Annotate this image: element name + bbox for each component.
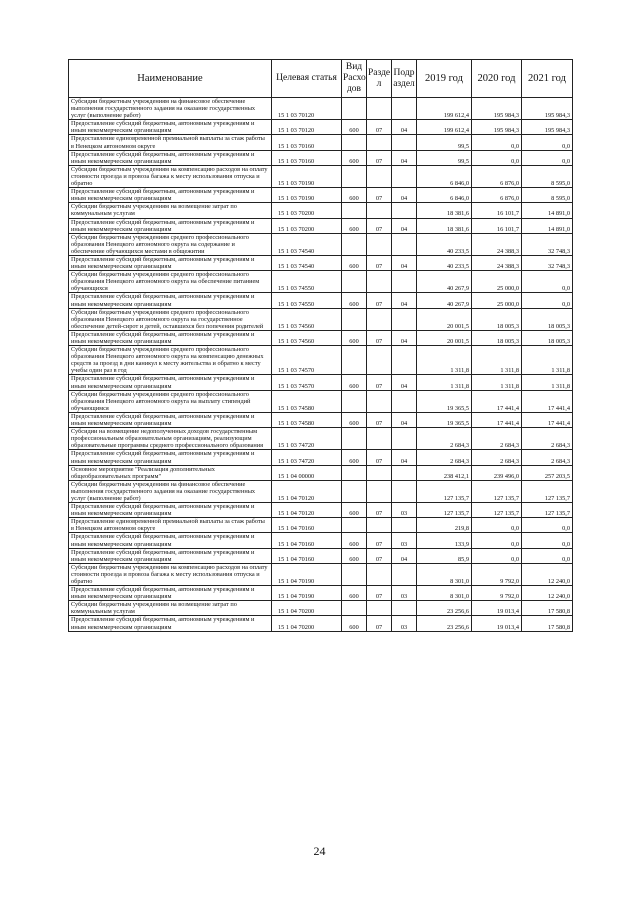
cell-2020: 24 388,3: [472, 255, 522, 270]
cell-2021: 17 441,4: [522, 390, 573, 412]
cell-2020: 24 388,3: [472, 233, 522, 255]
cell-expense-kind: [342, 480, 367, 502]
table-row: [69, 120, 573, 135]
cell-name: Предоставление субсидий бюджетным, автономным учреждениям и иным некоммерческим организациям: [69, 218, 272, 233]
cell-2021: 127 135,7: [522, 503, 573, 518]
cell-2020: 19 013,4: [472, 601, 522, 616]
cell-2020: 6 876,0: [472, 188, 522, 203]
cell-2019: 18 381,6: [417, 203, 472, 218]
table-row: [69, 480, 573, 502]
cell-section: 07: [367, 548, 392, 563]
cell-2019: 2 684,3: [417, 428, 472, 450]
cell-expense-kind: [342, 518, 367, 533]
cell-2020: 195 984,3: [472, 120, 522, 135]
cell-target-article: 15 1 03 74550: [272, 293, 342, 308]
cell-2020: 0,0: [472, 518, 522, 533]
cell-name: Субсидии бюджетным учреждениям среднего профессионального образования Ненецкого автономного округа на содержание и обеспечение обучающихся местами в общежитии: [69, 233, 272, 255]
cell-expense-kind: [342, 390, 367, 412]
table-row: [69, 450, 573, 465]
cell-subsection: 03: [392, 616, 417, 631]
cell-expense-kind: 600: [342, 255, 367, 270]
table-row: [69, 218, 573, 233]
cell-2019: 23 256,6: [417, 616, 472, 631]
cell-target-article: 15 1 04 70200: [272, 601, 342, 616]
table-row: [69, 503, 573, 518]
cell-target-article: 15 1 03 70160: [272, 135, 342, 150]
cell-name: Предоставление субсидий бюджетным, автономным учреждениям и иным некоммерческим организациям: [69, 616, 272, 631]
cell-2021: 257 203,5: [522, 465, 573, 480]
cell-expense-kind: 600: [342, 412, 367, 427]
header-section: Разде л: [367, 60, 392, 98]
cell-target-article: 15 1 03 74570: [272, 375, 342, 390]
cell-2021: 8 595,0: [522, 165, 573, 187]
cell-section: [367, 346, 392, 375]
table-row: [69, 412, 573, 427]
cell-2020: 127 135,7: [472, 503, 522, 518]
cell-2019: 40 267,9: [417, 293, 472, 308]
cell-2021: 8 595,0: [522, 188, 573, 203]
cell-section: 07: [367, 218, 392, 233]
cell-2019: 238 412,1: [417, 465, 472, 480]
cell-expense-kind: [342, 601, 367, 616]
cell-section: [367, 465, 392, 480]
cell-2020: 18 005,3: [472, 330, 522, 345]
cell-target-article: 15 1 03 70190: [272, 165, 342, 187]
table-row: [69, 203, 573, 218]
cell-subsection: [392, 480, 417, 502]
cell-subsection: 04: [392, 412, 417, 427]
cell-section: [367, 165, 392, 187]
cell-2019: 40 267,9: [417, 271, 472, 293]
cell-2020: 195 984,3: [472, 98, 522, 120]
cell-target-article: 15 1 04 70160: [272, 548, 342, 563]
cell-name: Субсидии бюджетным учреждениям на компенсацию расходов на оплату стоимости проезда и провоза багажа к месту использования отпуска и обратно: [69, 563, 272, 585]
cell-2019: 133,9: [417, 533, 472, 548]
header-target-article: Целевая статья: [272, 60, 342, 98]
cell-expense-kind: 600: [342, 616, 367, 631]
cell-2020: 16 101,7: [472, 218, 522, 233]
cell-expense-kind: [342, 465, 367, 480]
cell-subsection: [392, 233, 417, 255]
cell-2019: 1 311,8: [417, 346, 472, 375]
cell-2021: 127 135,7: [522, 480, 573, 502]
header-subsection: Подр аздел: [392, 60, 417, 98]
cell-expense-kind: 600: [342, 150, 367, 165]
cell-2020: 25 000,0: [472, 271, 522, 293]
cell-subsection: [392, 465, 417, 480]
table-row: [69, 188, 573, 203]
cell-subsection: 04: [392, 293, 417, 308]
cell-name: Предоставление единовременной премиальной выплаты за стаж работы в Ненецком автономном округе: [69, 135, 272, 150]
cell-2020: 19 013,4: [472, 616, 522, 631]
cell-section: [367, 480, 392, 502]
cell-2019: 8 301,0: [417, 563, 472, 585]
cell-subsection: [392, 98, 417, 120]
cell-subsection: [392, 601, 417, 616]
table-row: [69, 150, 573, 165]
cell-section: 07: [367, 255, 392, 270]
cell-target-article: 15 1 03 70200: [272, 218, 342, 233]
cell-subsection: [392, 203, 417, 218]
cell-2020: 1 311,8: [472, 375, 522, 390]
cell-2021: 195 984,3: [522, 120, 573, 135]
cell-expense-kind: 600: [342, 375, 367, 390]
cell-expense-kind: 600: [342, 548, 367, 563]
cell-subsection: 04: [392, 548, 417, 563]
cell-subsection: 04: [392, 150, 417, 165]
cell-2019: 85,9: [417, 548, 472, 563]
cell-name: Предоставление субсидий бюджетным, автономным учреждениям и иным некоммерческим организациям: [69, 412, 272, 427]
cell-2019: 20 001,5: [417, 330, 472, 345]
cell-2021: 12 240,0: [522, 586, 573, 601]
cell-2020: 9 792,0: [472, 586, 522, 601]
table-row: [69, 135, 573, 150]
cell-name: Предоставление субсидий бюджетным, автономным учреждениям и иным некоммерческим организациям: [69, 255, 272, 270]
table-row: [69, 616, 573, 631]
cell-expense-kind: [342, 428, 367, 450]
cell-2019: 199 612,4: [417, 120, 472, 135]
cell-section: 07: [367, 150, 392, 165]
table-row: [69, 548, 573, 563]
cell-subsection: 04: [392, 218, 417, 233]
cell-target-article: 15 1 03 74550: [272, 271, 342, 293]
table-row: [69, 271, 573, 293]
cell-target-article: 15 1 04 70190: [272, 586, 342, 601]
cell-expense-kind: 600: [342, 293, 367, 308]
cell-2019: 127 135,7: [417, 503, 472, 518]
table-row: [69, 98, 573, 120]
table-row: [69, 346, 573, 375]
cell-2019: 20 001,5: [417, 308, 472, 330]
cell-2021: 32 748,3: [522, 233, 573, 255]
cell-2020: 6 876,0: [472, 165, 522, 187]
cell-2020: 17 441,4: [472, 412, 522, 427]
cell-name: Субсидии бюджетным учреждениям среднего профессионального образования Ненецкого автономного округа на государственное обеспечение детей-сирот и детей, оставшихся без попечения родителей: [69, 308, 272, 330]
cell-2020: 2 684,3: [472, 450, 522, 465]
cell-target-article: 15 1 04 70200: [272, 616, 342, 631]
header-2021: 2021 год: [522, 60, 573, 98]
cell-subsection: [392, 518, 417, 533]
cell-subsection: 04: [392, 120, 417, 135]
table-row: [69, 518, 573, 533]
page-number: 24: [313, 844, 326, 858]
cell-expense-kind: [342, 563, 367, 585]
cell-section: 07: [367, 293, 392, 308]
cell-expense-kind: [342, 203, 367, 218]
cell-name: Предоставление субсидий бюджетным, автономным учреждениям и иным некоммерческим организациям: [69, 586, 272, 601]
cell-2020: 17 441,4: [472, 390, 522, 412]
cell-subsection: [392, 165, 417, 187]
cell-2020: 0,0: [472, 150, 522, 165]
cell-2019: 127 135,7: [417, 480, 472, 502]
table-row: [69, 586, 573, 601]
cell-expense-kind: [342, 98, 367, 120]
cell-2019: 99,5: [417, 135, 472, 150]
cell-name: Предоставление субсидий бюджетным, автономным учреждениям и иным некоммерческим организациям: [69, 150, 272, 165]
cell-target-article: 15 1 04 70120: [272, 503, 342, 518]
cell-expense-kind: 600: [342, 533, 367, 548]
cell-2021: 18 005,3: [522, 330, 573, 345]
cell-2020: 0,0: [472, 533, 522, 548]
cell-target-article: 15 1 03 74540: [272, 233, 342, 255]
cell-section: 07: [367, 616, 392, 631]
cell-name: Предоставление субсидий бюджетным, автономным учреждениям и иным некоммерческим организациям: [69, 503, 272, 518]
cell-name: Субсидии бюджетным учреждениям на финансовое обеспечение выполнения государственного задания на оказание государственных услуг (выполнение работ): [69, 480, 272, 502]
header-row: [69, 60, 573, 98]
cell-2019: 6 846,0: [417, 165, 472, 187]
cell-target-article: 15 1 03 70160: [272, 150, 342, 165]
cell-target-article: 15 1 04 70190: [272, 563, 342, 585]
cell-target-article: 15 1 03 74580: [272, 412, 342, 427]
cell-subsection: [392, 308, 417, 330]
cell-expense-kind: [342, 165, 367, 187]
table-row: [69, 165, 573, 187]
cell-2021: 195 984,3: [522, 98, 573, 120]
cell-name: Предоставление субсидий бюджетным, автономным учреждениям и иным некоммерческим организациям: [69, 375, 272, 390]
cell-subsection: [392, 390, 417, 412]
cell-2019: 99,5: [417, 150, 472, 165]
table-row: [69, 233, 573, 255]
cell-2021: 0,0: [522, 518, 573, 533]
cell-2019: 6 846,0: [417, 188, 472, 203]
cell-2021: 0,0: [522, 548, 573, 563]
table-row: [69, 293, 573, 308]
header-name: Наименование: [69, 60, 272, 98]
cell-2021: 0,0: [522, 293, 573, 308]
cell-section: [367, 601, 392, 616]
header-expense-kind: Вид Расхо дов: [342, 60, 367, 98]
cell-2020: 127 135,7: [472, 480, 522, 502]
cell-section: [367, 308, 392, 330]
cell-name: Предоставление единовременной премиальной выплаты за стаж работы в Ненецком автономном округе: [69, 518, 272, 533]
cell-2020: 0,0: [472, 135, 522, 150]
cell-subsection: 04: [392, 255, 417, 270]
table-body: [69, 98, 573, 632]
cell-expense-kind: 600: [342, 120, 367, 135]
budget-table-container: [68, 59, 572, 632]
table-row: [69, 601, 573, 616]
cell-2020: 1 311,8: [472, 346, 522, 375]
cell-2021: 32 748,3: [522, 255, 573, 270]
cell-2021: 12 240,0: [522, 563, 573, 585]
cell-section: [367, 135, 392, 150]
cell-expense-kind: 600: [342, 450, 367, 465]
cell-name: Предоставление субсидий бюджетным, автономным учреждениям и иным некоммерческим организациям: [69, 548, 272, 563]
cell-2021: 17 580,8: [522, 616, 573, 631]
cell-2021: 0,0: [522, 150, 573, 165]
cell-section: [367, 428, 392, 450]
cell-section: 07: [367, 412, 392, 427]
cell-2021: 14 891,0: [522, 203, 573, 218]
cell-subsection: 03: [392, 503, 417, 518]
cell-section: 07: [367, 450, 392, 465]
cell-2019: 1 311,8: [417, 375, 472, 390]
cell-target-article: 15 1 03 74720: [272, 450, 342, 465]
cell-section: [367, 271, 392, 293]
cell-name: Субсидии бюджетным учреждениям на финансовое обеспечение выполнения государственного задания на оказание государственных услуг (выполнение работ): [69, 98, 272, 120]
cell-target-article: 15 1 03 74720: [272, 428, 342, 450]
cell-subsection: [392, 563, 417, 585]
cell-expense-kind: [342, 308, 367, 330]
cell-name: Предоставление субсидий бюджетным, автономным учреждениям и иным некоммерческим организациям: [69, 330, 272, 345]
cell-section: [367, 203, 392, 218]
cell-2020: 0,0: [472, 548, 522, 563]
cell-2021: 17 580,8: [522, 601, 573, 616]
cell-section: 07: [367, 188, 392, 203]
cell-2021: 18 005,3: [522, 308, 573, 330]
cell-2021: 0,0: [522, 135, 573, 150]
table-row: [69, 330, 573, 345]
cell-subsection: [392, 346, 417, 375]
cell-2020: 9 792,0: [472, 563, 522, 585]
header-2019: 2019 год: [417, 60, 472, 98]
cell-2020: 2 684,3: [472, 428, 522, 450]
cell-name: Предоставление субсидий бюджетным, автономным учреждениям и иным некоммерческим организациям: [69, 120, 272, 135]
table-row: [69, 255, 573, 270]
cell-expense-kind: 600: [342, 330, 367, 345]
cell-section: [367, 233, 392, 255]
table-row: [69, 563, 573, 585]
cell-name: Предоставление субсидий бюджетным, автономным учреждениям и иным некоммерческим организациям: [69, 533, 272, 548]
cell-expense-kind: 600: [342, 188, 367, 203]
cell-name: Субсидии бюджетным учреждениям среднего профессионального образования Ненецкого автономного округа на выплату стипендий обучающимся: [69, 390, 272, 412]
cell-subsection: 04: [392, 450, 417, 465]
cell-2020: 25 000,0: [472, 293, 522, 308]
cell-name: Субсидии бюджетным учреждениям среднего профессионального образования Ненецкого автономного округа на обеспечение питанием обучающихся: [69, 271, 272, 293]
cell-subsection: 03: [392, 586, 417, 601]
cell-name: Предоставление субсидий бюджетным, автономным учреждениям и иным некоммерческим организациям: [69, 293, 272, 308]
cell-2019: 2 684,3: [417, 450, 472, 465]
table-row: [69, 533, 573, 548]
cell-target-article: 15 1 04 70160: [272, 533, 342, 548]
cell-2019: 19 365,5: [417, 412, 472, 427]
cell-name: Субсидии бюджетным учреждениям на компенсацию расходов на оплату стоимости проезда и провоза багажа к месту использования отпуска и обратно: [69, 165, 272, 187]
cell-target-article: 15 1 03 74570: [272, 346, 342, 375]
cell-section: [367, 518, 392, 533]
budget-table: [68, 59, 573, 632]
cell-section: [367, 390, 392, 412]
cell-expense-kind: [342, 271, 367, 293]
cell-section: 07: [367, 586, 392, 601]
cell-name: Субсидии бюджетным учреждениям на возмещение затрат по коммунальным услугам: [69, 203, 272, 218]
cell-2021: 1 311,8: [522, 375, 573, 390]
table-row: [69, 465, 573, 480]
cell-section: [367, 98, 392, 120]
cell-target-article: 15 1 04 00000: [272, 465, 342, 480]
cell-expense-kind: [342, 346, 367, 375]
cell-name: Предоставление субсидий бюджетным, автономным учреждениям и иным некоммерческим организациям: [69, 188, 272, 203]
cell-target-article: 15 1 04 70120: [272, 480, 342, 502]
cell-expense-kind: 600: [342, 503, 367, 518]
cell-target-article: 15 1 03 74540: [272, 255, 342, 270]
cell-2021: 14 891,0: [522, 218, 573, 233]
table-row: [69, 428, 573, 450]
cell-target-article: 15 1 03 70190: [272, 188, 342, 203]
table-row: [69, 308, 573, 330]
cell-name: Субсидии бюджетным учреждениям на возмещение затрат по коммунальным услугам: [69, 601, 272, 616]
cell-2019: 219,8: [417, 518, 472, 533]
cell-name: Субсидии бюджетным учреждениям среднего профессионального образования Ненецкого автономного округа на компенсацию денежных средств за проезд в дни каникул к месту жительства и обратно к месту учебы один раз в год: [69, 346, 272, 375]
cell-subsection: [392, 428, 417, 450]
cell-2019: 40 233,5: [417, 255, 472, 270]
header-2020: 2020 год: [472, 60, 522, 98]
cell-2021: 0,0: [522, 533, 573, 548]
cell-section: 07: [367, 503, 392, 518]
table-row: [69, 375, 573, 390]
cell-section: 07: [367, 533, 392, 548]
cell-2019: 40 233,5: [417, 233, 472, 255]
cell-section: 07: [367, 120, 392, 135]
cell-target-article: 15 1 03 70120: [272, 98, 342, 120]
cell-expense-kind: 600: [342, 586, 367, 601]
cell-section: 07: [367, 375, 392, 390]
cell-2020: 18 005,3: [472, 308, 522, 330]
cell-name: Основное мероприятие "Реализация дополнительных общеобразовательных программ": [69, 465, 272, 480]
cell-target-article: 15 1 03 74580: [272, 390, 342, 412]
cell-2021: 17 441,4: [522, 412, 573, 427]
cell-target-article: 15 1 03 74560: [272, 330, 342, 345]
cell-subsection: [392, 271, 417, 293]
cell-2021: 0,0: [522, 271, 573, 293]
cell-subsection: 04: [392, 188, 417, 203]
cell-name: Предоставление субсидий бюджетным, автономным учреждениям и иным некоммерческим организациям: [69, 450, 272, 465]
cell-subsection: [392, 135, 417, 150]
cell-2021: 2 684,3: [522, 428, 573, 450]
cell-target-article: 15 1 04 70160: [272, 518, 342, 533]
cell-target-article: 15 1 03 70120: [272, 120, 342, 135]
cell-section: 07: [367, 330, 392, 345]
cell-expense-kind: 600: [342, 218, 367, 233]
cell-2021: 1 311,8: [522, 346, 573, 375]
cell-section: [367, 563, 392, 585]
cell-target-article: 15 1 03 70200: [272, 203, 342, 218]
cell-2019: 199 612,4: [417, 98, 472, 120]
cell-2019: 18 381,6: [417, 218, 472, 233]
cell-expense-kind: [342, 233, 367, 255]
cell-subsection: 03: [392, 533, 417, 548]
cell-2020: 16 101,7: [472, 203, 522, 218]
cell-target-article: 15 1 03 74560: [272, 308, 342, 330]
cell-expense-kind: [342, 135, 367, 150]
cell-subsection: 04: [392, 330, 417, 345]
cell-2019: 19 365,5: [417, 390, 472, 412]
cell-2019: 8 301,0: [417, 586, 472, 601]
cell-subsection: 04: [392, 375, 417, 390]
cell-2019: 23 256,6: [417, 601, 472, 616]
cell-2021: 2 684,3: [522, 450, 573, 465]
table-row: [69, 390, 573, 412]
cell-name: Субсидии на возмещение недополученных доходов государственным профессиональным образовательным организациям, реализующим образовательные программы среднего профессионального образования: [69, 428, 272, 450]
cell-2020: 239 496,0: [472, 465, 522, 480]
